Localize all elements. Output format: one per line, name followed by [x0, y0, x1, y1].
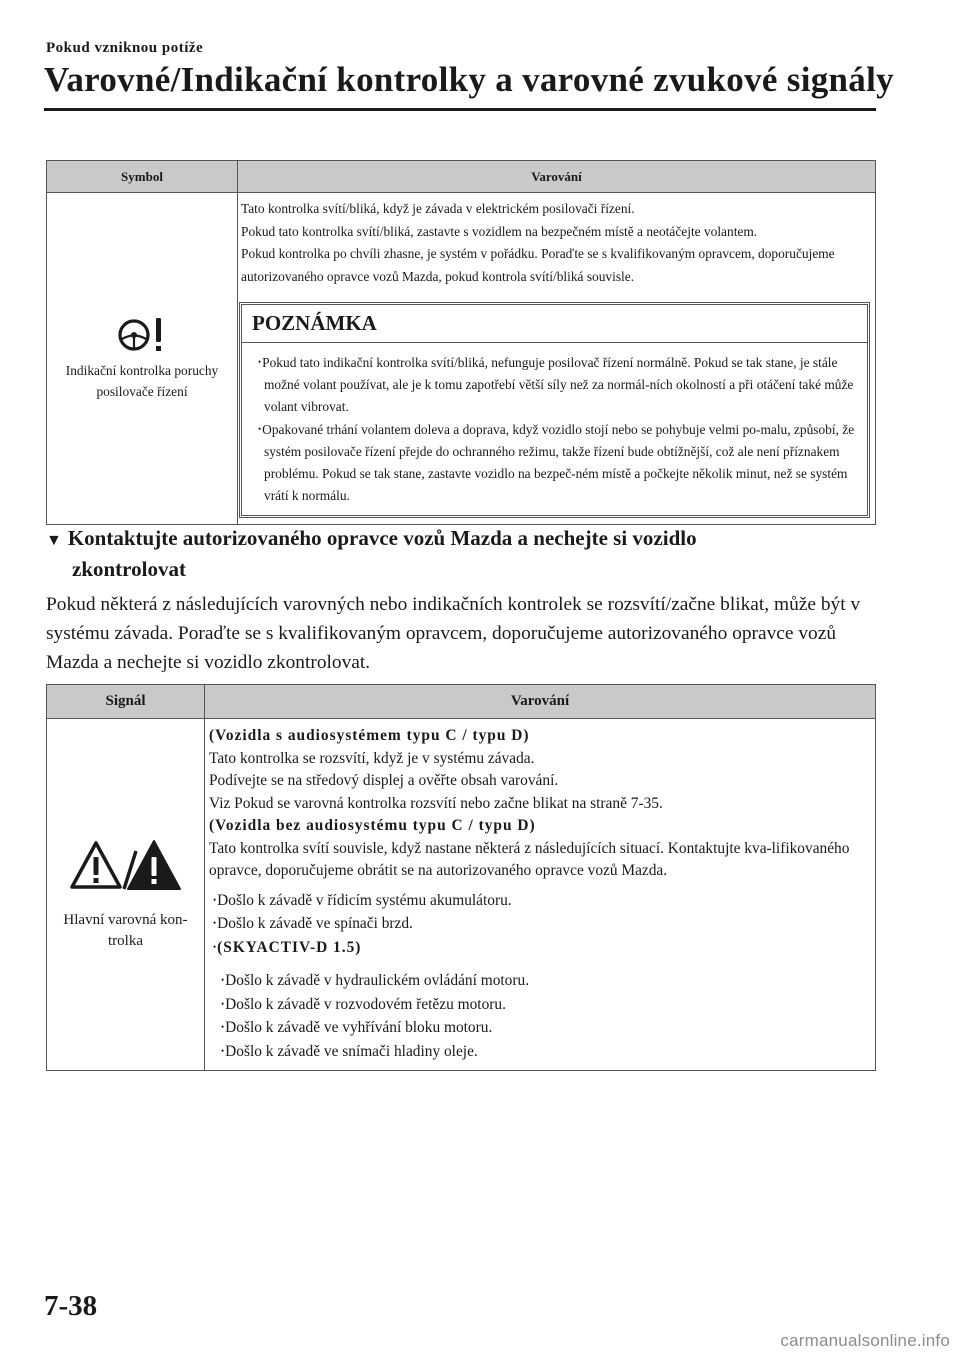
- master-warning-table: [46, 684, 876, 1071]
- sub-list-item: •Došlo k závadě v hydraulickém ovládání motoru.: [221, 972, 530, 989]
- col-symbol-header: Symbol: [47, 161, 238, 193]
- col-warning-header: Varování: [205, 685, 876, 719]
- symbol-cell: [47, 719, 205, 1071]
- sub-list-item: •Došlo k závadě v rozvodovém řetězu motoru.: [221, 995, 506, 1013]
- warning-line: Tato kontrolka svítí souvisle, když nastane některá z následujících situací. Kontaktujte kva-lifikovaného opravce, doporučujeme obrátit se na autorizovaného opravce vozů Mazda.: [209, 839, 850, 879]
- list-item: •Došlo k závadě ve spínači brzd.: [213, 915, 413, 932]
- triangle-down-icon: ▼: [46, 532, 62, 549]
- warning-line: Tato kontrolka se rozsvítí, když je v systému závada.: [209, 749, 535, 767]
- bullet-icon: •: [258, 357, 262, 367]
- warning-line: Pokud kontrolka po chvíli zhasne, je systém v pořádku. Poraďte se s kvalifikovaným opravcem, doporučujeme autorizovaného opravce vozů Mazda, pokud kontrola svítí/bliká souvisle.: [241, 246, 835, 284]
- watermark: carmanualsonline.info: [780, 1331, 950, 1350]
- note-item: •Pokud tato indikační kontrolka svítí/bliká, nefunguje posilovač řízení normálně. Pokud se tak stane, je stále možné volant používat, ale je k tomu zapotřebí větší síly než za normál-ních okolností a při otáčení také může volant vibrovat.: [258, 355, 854, 414]
- note-title: POZNÁMKA: [242, 305, 867, 343]
- symbol-cell: [47, 193, 238, 525]
- symbol-label: Hlavní varovná kon-trolka: [63, 912, 188, 949]
- bullet-icon: •: [258, 424, 262, 434]
- subheading-no-audio: (Vozidla bez audiosystému typu C / typu D): [209, 817, 536, 834]
- page-title: Varovné/Indikační kontrolky a varovné zvukové signály: [44, 60, 894, 99]
- steering-warning-icon: [48, 315, 236, 360]
- warning-cell: [205, 719, 876, 1071]
- warning-line: Viz Pokud se varovná kontrolka rozsvítí nebo začne blikat na straně 7-35.: [209, 794, 663, 812]
- sub-list-item: •Došlo k závadě ve snímači hladiny oleje.: [221, 1042, 478, 1060]
- warning-cell: [238, 193, 876, 525]
- page-number: 7-38: [44, 1290, 98, 1322]
- title-divider: [44, 108, 876, 111]
- section-paragraph: Pokud některá z následujících varovných nebo indikačních kontrolek se rozsvítí/začne blikat, může být v systému závada. Poraďte se s kvalifikovaným opravcem, doporučujeme autorizovaného opravce vozů Mazda a nechejte si vozidlo zkontrolovat.: [46, 594, 861, 673]
- warning-line: Podívejte se na středový displej a ověřte obsah varování.: [209, 772, 559, 789]
- col-signal-header: Signál: [47, 685, 205, 719]
- section-label: Pokud vzniknou potíže: [46, 40, 204, 56]
- list-item: •(SKYACTIV-D 1.5): [213, 938, 362, 956]
- power-steering-table: [46, 160, 876, 525]
- sub-list-item: •Došlo k závadě ve vyhřívání bloku motoru.: [221, 1019, 493, 1036]
- note-item: •Opakované trhání volantem doleva a doprava, když vozidlo stojí nebo se pohybuje velmi po-malu, způsobí, že systém posilovače řízení přejde do ochranného režimu, takže řízení bude obtížnější, což ale není příznakem problému. Pokud se tak stane, zastavte vozidlo na bezpeč-ném místě a počkejte několik minut, než se systém vrátí k normálu.: [258, 422, 855, 503]
- col-warning-header: Varování: [238, 161, 876, 193]
- subheading-audio: (Vozidla s audiosystémem typu C / typu D): [209, 727, 530, 744]
- list-item: •Došlo k závadě v řídicím systému akumulátoru.: [213, 891, 512, 909]
- master-warning-icon: [48, 837, 203, 902]
- symbol-label: Indikační kontrolka poruchy posilovače řízení: [65, 363, 219, 399]
- note-box: [239, 302, 870, 518]
- section-heading: ▼ Kontaktujte autorizovaného opravce vozů Mazda a nechejte si vozidlo zkontrolovat: [46, 526, 697, 581]
- warning-line: Pokud tato kontrolka svítí/bliká, zastavte s vozidlem na bezpečném místě a neotáčejte volantem.: [241, 223, 758, 239]
- warning-line: Tato kontrolka svítí/bliká, když je závada v elektrickém posilovači řízení.: [241, 201, 635, 216]
